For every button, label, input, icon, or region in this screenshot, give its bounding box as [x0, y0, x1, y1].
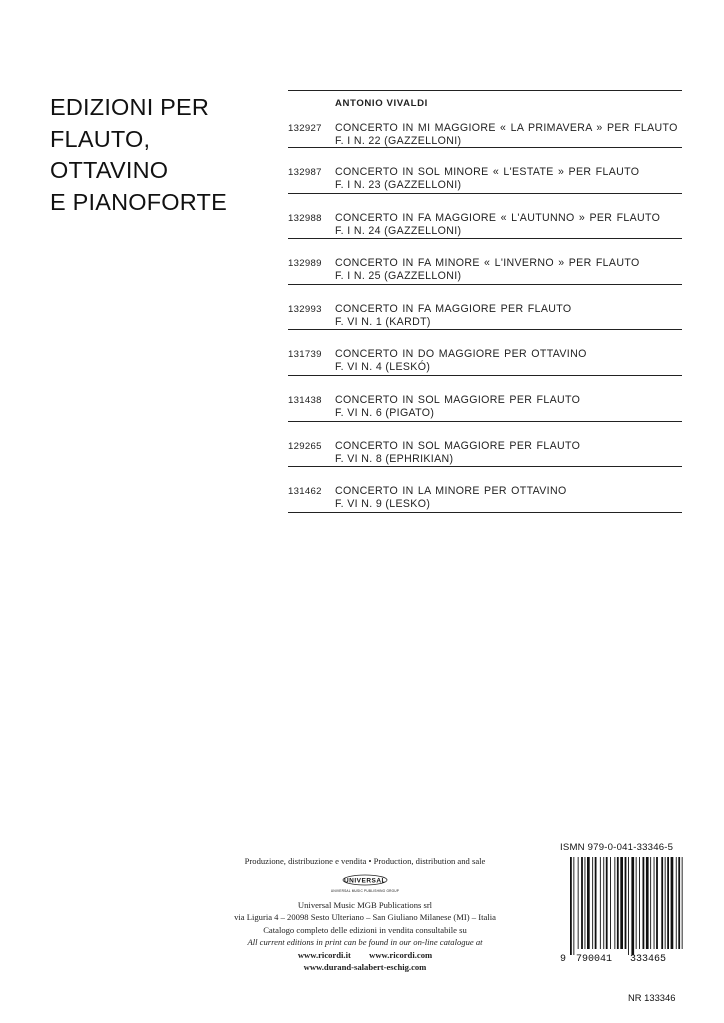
- barcode-bar: [631, 857, 634, 955]
- website-link[interactable]: www.ricordi.com: [369, 949, 433, 960]
- catalog-entry: [288, 467, 682, 513]
- catalog-entry: [288, 91, 682, 148]
- work-title: CONCERTO IN LA MINORE PER OTTAVINO: [335, 485, 567, 498]
- heading-line: FLAUTO,: [50, 125, 151, 152]
- page-heading: [50, 92, 270, 218]
- barcode-bar: [676, 857, 677, 949]
- catalog-number: 132987: [288, 167, 322, 178]
- barcode-bar: [667, 857, 669, 949]
- catalog-entry: [288, 376, 682, 422]
- ismn-code: ISMN 979-0-041-33346-5: [560, 842, 674, 853]
- barcode-bar: [643, 857, 645, 949]
- barcode-digit-lead: 9: [560, 954, 567, 965]
- catalog-entry: [288, 194, 682, 240]
- barcode-bar: [682, 857, 683, 949]
- work-title: CONCERTO IN SOL MINORE « L'ESTATE » PER FLAUTO: [335, 166, 640, 178]
- work-title: CONCERTO IN FA MAGGIORE « L'AUTUNNO » PER FLAUTO: [335, 211, 661, 224]
- barcode-bar: [665, 857, 666, 949]
- logo-word: UNIVERSAL: [343, 877, 387, 884]
- barcode-bar: [585, 857, 586, 949]
- barcode-bar: [671, 857, 674, 949]
- barcode-bar: [578, 857, 579, 949]
- heading-line: OTTAVINO: [50, 157, 169, 183]
- catalog-note-en: All current editions in print can be found in our on-line catalogue at: [247, 937, 483, 947]
- catalog-number: 129265: [288, 440, 322, 452]
- composer-name: ANTONIO VIVALDI: [335, 98, 428, 109]
- catalog-entry: [288, 330, 682, 376]
- catalog-number: 131739: [288, 349, 322, 361]
- logo-subtitle: UNIVERSAL MUSIC PUBLISHING GROUP: [330, 888, 400, 893]
- barcode-image: [560, 857, 686, 965]
- imprint: [200, 855, 530, 974]
- barcode-bar: [595, 857, 597, 949]
- heading-line: E PIANOFORTE: [50, 188, 227, 215]
- catalog-entry: [288, 239, 682, 285]
- catalog-number: 132988: [288, 212, 322, 224]
- barcode-bar: [570, 857, 572, 955]
- barcode-bar: [573, 857, 574, 955]
- barcode-bar: [650, 857, 651, 949]
- work-title: CONCERTO IN SOL MAGGIORE PER FLAUTO: [335, 393, 581, 406]
- barcode-bar: [606, 857, 608, 949]
- barcode-bar: [625, 857, 627, 949]
- work-title: CONCERTO IN FA MAGGIORE PER FLAUTO: [335, 302, 572, 315]
- catalog-entry: [288, 422, 682, 468]
- work-title: CONCERTO IN DO MAGGIORE PER OTTAVINO: [335, 348, 587, 361]
- production-line: Produzione, distribuzione e vendita • Production, distribution and sale: [244, 856, 486, 866]
- catalog-number: 132927: [288, 123, 322, 134]
- work-detail: F. I N. 24 (GAZZELLONI): [335, 224, 462, 237]
- barcode-bar: [661, 857, 663, 949]
- catalog-number: 132989: [288, 258, 322, 270]
- universal-logo: [325, 871, 405, 897]
- barcode-bar: [614, 857, 615, 949]
- catalog-list: [288, 90, 682, 513]
- company-address: via Liguria 4 – 20098 Sesto Ulteriano – San Giuliano Milanese (MI) – Italia: [234, 912, 496, 922]
- barcode-bar: [628, 857, 629, 955]
- catalog-number: 131438: [288, 394, 322, 406]
- catalog-number: 131462: [288, 486, 322, 498]
- websites: [200, 949, 530, 962]
- work-title: CONCERTO IN MI MAGGIORE « LA PRIMAVERA » PER FLAUTO: [335, 122, 678, 134]
- barcode-bar: [587, 857, 590, 949]
- catalog-note-it: Catalogo completo delle edizioni in vendita consultabile su: [263, 924, 467, 935]
- barcode-bar: [639, 857, 640, 949]
- work-detail: F. I N. 25 (GAZZELLONI): [335, 270, 462, 283]
- nr-code: NR 133346: [628, 992, 676, 1003]
- barcode-bar: [600, 857, 601, 949]
- work-detail: F. VI N. 1 (KARDT): [335, 315, 431, 328]
- barcode-bar: [603, 857, 604, 949]
- catalog-entry: [288, 148, 682, 194]
- work-detail: F. I N. 22 (GAZZELLONI): [335, 135, 462, 147]
- barcode-bar: [646, 857, 649, 949]
- barcode-bar: [617, 857, 619, 949]
- barcode-block: [560, 842, 690, 965]
- barcode-bar: [678, 857, 680, 949]
- work-detail: F. VI N. 8 (EPHRIKIAN): [335, 452, 454, 465]
- work-title: CONCERTO IN FA MINORE « L'INVERNO » PER FLAUTO: [335, 257, 640, 270]
- barcode-bar: [610, 857, 611, 949]
- barcode-bar: [581, 857, 583, 949]
- website-link[interactable]: www.durand-salabert-eschig.com: [303, 962, 427, 972]
- barcode-digits-left: 790041: [576, 954, 613, 965]
- barcode-bar: [620, 857, 623, 949]
- work-title: CONCERTO IN SOL MAGGIORE PER FLAUTO: [335, 439, 581, 452]
- website-link[interactable]: www.ricordi.it: [297, 949, 351, 960]
- catalog-entry: [288, 285, 682, 331]
- work-detail: F. VI N. 6 (PIGATO): [335, 406, 435, 419]
- catalog-number: 132993: [288, 303, 322, 315]
- barcode-bar: [636, 857, 637, 949]
- work-detail: F. I N. 23 (GAZZELLONI): [335, 179, 462, 191]
- work-detail: F. VI N. 9 (LESKO): [335, 498, 431, 511]
- heading-line: EDIZIONI PER: [50, 94, 210, 120]
- barcode-bar: [592, 857, 593, 949]
- barcode-bar: [654, 857, 655, 949]
- barcode-bar: [656, 857, 658, 949]
- company-name: Universal Music MGB Publications srl: [297, 899, 433, 910]
- barcode-digits-right: 333465: [630, 954, 667, 965]
- work-detail: F. VI N. 4 (LESKÓ): [335, 361, 431, 374]
